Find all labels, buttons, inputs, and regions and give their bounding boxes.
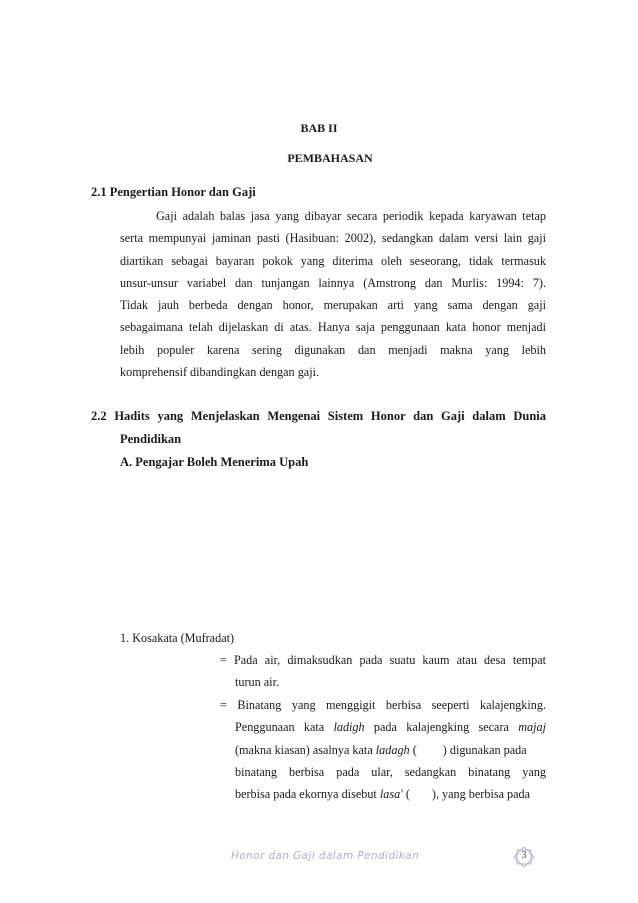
- text-run: ), yang berbisa pada: [431, 787, 531, 802]
- text-run: Penggunaan kata: [235, 720, 334, 735]
- chapter-number: BAB II: [300, 121, 338, 135]
- definition-line: = Binatang yang menggigit berbisa seeperti kalajengking.: [220, 698, 546, 712]
- page-number-badge: [513, 846, 535, 868]
- italic-term-ladagh: ladagh: [375, 742, 410, 757]
- definition-line: [220, 783, 546, 805]
- definition-line: binatang berbisa pada ular, sedangkan binatang yang: [235, 764, 546, 779]
- text-run: ) digunakan pada: [442, 742, 527, 757]
- vocab-definition-2: [220, 694, 546, 805]
- paragraph-line: lebih populer karena sering digunakan dan menjadi makna yang lebih: [120, 342, 546, 357]
- footer-title: Honor dan Gaji dalam Pendidikan: [231, 850, 420, 862]
- vocab-heading: 1. Kosakata (Mufradat): [120, 631, 235, 645]
- paragraph-line: serta mempunyai jaminan pasti (Hasibuan: 2002), sedangkan dalam versi lain gaji: [120, 231, 546, 246]
- text-run: (: [409, 742, 417, 757]
- text-run: pada kalajengking secara: [364, 720, 519, 735]
- section-heading-2-2-line2: Pendidikan: [120, 432, 182, 446]
- text-run: berbisa pada ekornya disebut: [235, 787, 380, 802]
- definition-line: [220, 716, 546, 738]
- chapter-title: PEMBAHASAN: [287, 151, 373, 165]
- paragraph-line: unsur-unsur variabel dan tunjangan lainnya (Amstrong dan Murlis: 1994: 7).: [120, 275, 546, 290]
- section-heading-2-2-line1: 2.2 Hadits yang Menjelaskan Mengenai Sistem Honor dan Gaji dalam Dunia: [91, 409, 546, 423]
- italic-term-lasa: lasa': [379, 787, 403, 802]
- paragraph-line: Gaji adalah balas jasa yang dibayar secara periodik kepada karyawan tetap: [156, 209, 546, 223]
- section-heading-2-1: 2.1 Pengertian Honor dan Gaji: [91, 185, 256, 199]
- text-run: (: [402, 787, 410, 802]
- paragraph-line: sebagaimana telah dijelaskan di atas. Hanya saja penggunaan kata honor menjadi: [120, 320, 546, 335]
- paragraph-line: komprehensif dibandingkan dengan gaji.: [120, 365, 320, 380]
- definition-line: [220, 739, 546, 761]
- subheading-a: A. Pengajar Boleh Menerima Upah: [120, 455, 309, 469]
- italic-term-majaj: majaj: [518, 720, 546, 735]
- text-run: (makna kiasan) asalnya kata: [235, 742, 376, 757]
- paragraph-line: Tidak jauh berbeda dengan honor, merupakan arti yang sama dengan gaji: [120, 298, 546, 313]
- definition-line: = Pada air, dimaksudkan pada suatu kaum atau desa tempat: [220, 653, 546, 667]
- paragraph-line: diartikan sebagai bayaran pokok yang diterima oleh seseorang, tidak termasuk: [120, 253, 546, 268]
- definition-line: turun air.: [235, 675, 280, 690]
- page-number: 3: [521, 850, 527, 861]
- vocab-definition-1: [220, 649, 546, 694]
- section-heading-2-2: [91, 409, 546, 424]
- section-1-paragraph: [120, 205, 546, 383]
- italic-term-ladigh: ladigh: [333, 720, 365, 735]
